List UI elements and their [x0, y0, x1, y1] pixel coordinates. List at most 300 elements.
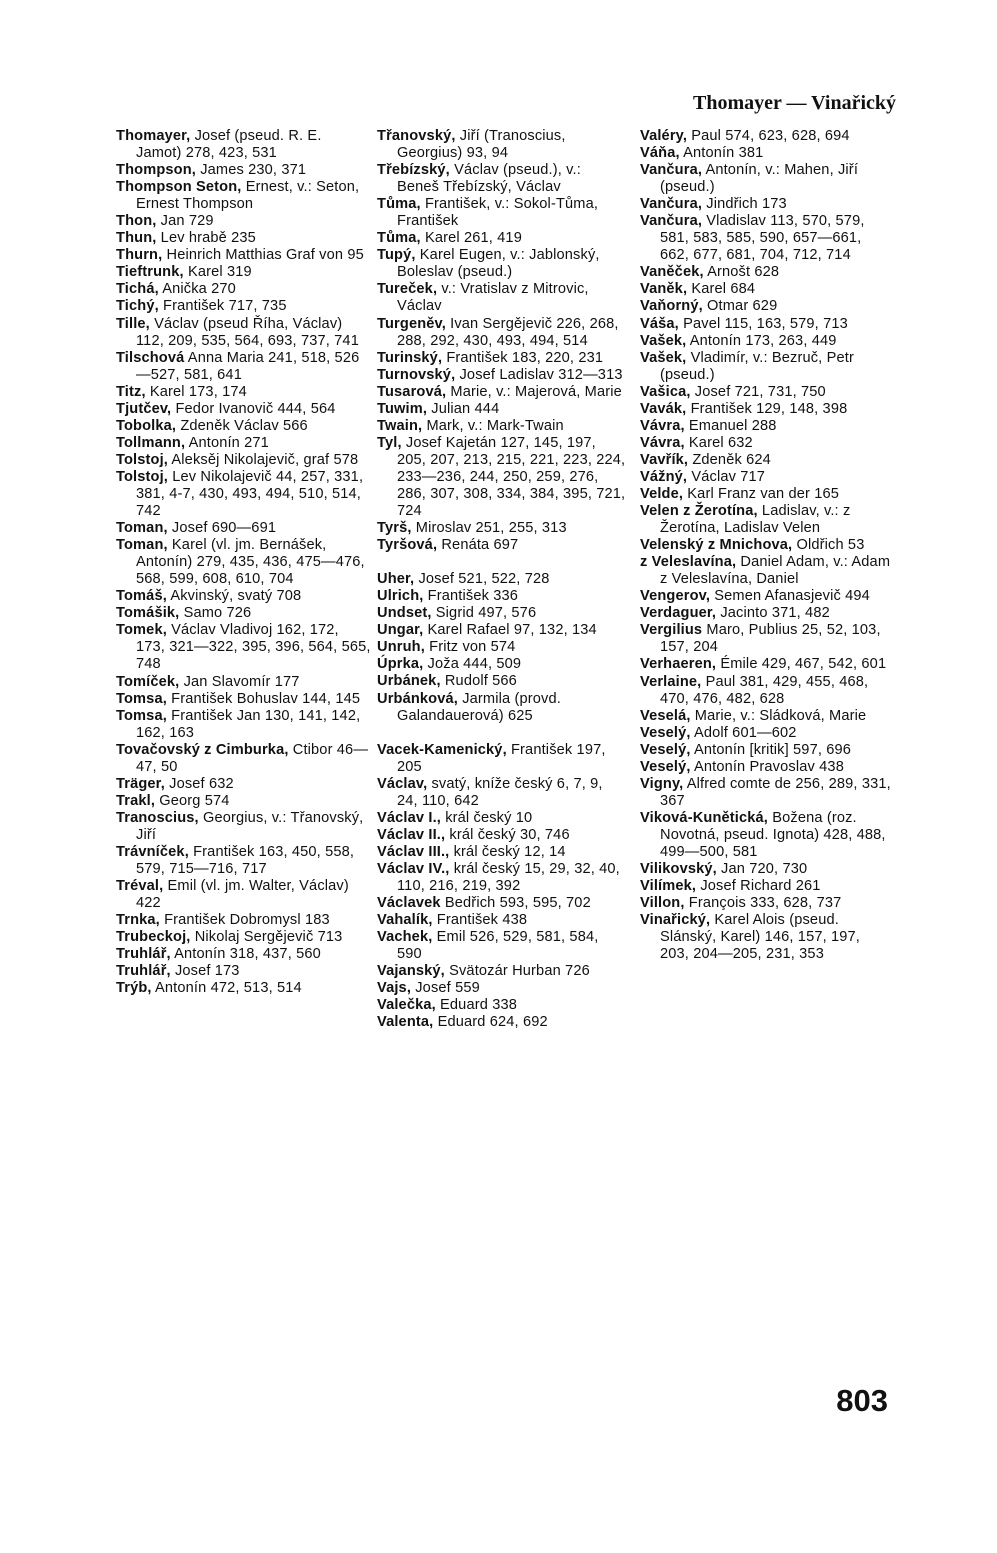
entry-text: Arnošt 628 [703, 264, 780, 281]
entry-headword: Tomáš, [116, 588, 167, 605]
entry-headword: Vigny, [640, 775, 684, 792]
index-entry [640, 605, 892, 622]
entry-headword: Tyrš, [377, 520, 412, 537]
entry-headword: Tichý, [116, 298, 159, 315]
index-entry [377, 929, 627, 963]
index-entry [116, 213, 371, 230]
index-entry [116, 264, 371, 281]
entry-headword: Vašek, [640, 332, 687, 349]
entry-headword: Tobolka, [116, 417, 177, 434]
entry-text: Václav (pseud.), v.: Beneš Třebízský, Václav [397, 162, 581, 196]
index-entry [640, 759, 892, 776]
index-entry [640, 418, 892, 435]
entry-text: Pavel 115, 163, 579, 713 [678, 315, 848, 332]
index-entry [640, 776, 892, 810]
entry-headword: Vaněk, [640, 281, 688, 298]
entry-text: Lev Nikolajevič 44, 257, 331, 381, 4-7, 430, 493, 494, 510, 514, 742 [136, 468, 364, 520]
index-entry [377, 895, 627, 912]
entry-headword: Tuwim, [377, 400, 428, 417]
entry-headword: Václav, [377, 775, 428, 792]
entry-headword: Vaněček, [640, 264, 704, 281]
entry-text: Václav 717 [687, 468, 766, 485]
index-entry [377, 656, 627, 673]
entry-headword: Václavek [377, 895, 441, 912]
entry-headword: z Veleslavína, [640, 554, 737, 571]
index-entry [640, 333, 892, 350]
entry-headword: Tyl, [377, 434, 402, 451]
entry-headword: Trávníček, [116, 843, 189, 860]
entry-text: Josef Kajetán 127, 145, 197, 205, 207, 213, 215, 221, 223, 224, 233—236, 244, 250, 259, 276, 286, 307, 308, 334, 384, 395, 721, 724 [397, 434, 626, 520]
entry-text: Adolf 601—602 [690, 724, 797, 741]
index-entry [377, 367, 627, 384]
entry-text: Antonín 173, 263, 449 [686, 332, 837, 349]
entry-headword: Václav II., [377, 826, 446, 843]
index-entry [116, 179, 371, 213]
index-entry [377, 435, 627, 520]
entry-headword: Vilikovský, [640, 861, 717, 878]
entry-headword: Trýb, [116, 980, 152, 997]
letter-gap [377, 554, 627, 571]
index-entry [377, 1014, 627, 1031]
entry-headword: Vajs, [377, 980, 412, 997]
entry-headword: Tomíček, [116, 673, 180, 690]
entry-text: Karel Eugen, v.: Jablonský, Boleslav (pseud.) [397, 247, 600, 281]
entry-text: král český 12, 14 [449, 843, 566, 860]
index-entry [116, 622, 371, 673]
entry-text: Renáta 697 [437, 537, 519, 554]
entry-text: Karel 684 [687, 281, 756, 298]
index-entry [377, 520, 627, 537]
index-column-3 [640, 128, 892, 963]
entry-text: François 333, 628, 737 [684, 895, 842, 912]
entry-headword: Veselá, [640, 707, 691, 724]
index-entry [640, 145, 892, 162]
page-number: 803 [836, 1383, 888, 1418]
entry-headword: Toman, [116, 537, 168, 554]
entry-text: Georgius, v.: Třanovský, Jiří [136, 809, 364, 843]
entry-text: král český 30, 746 [445, 826, 570, 843]
entry-text: Marie, v.: Majerová, Marie [446, 383, 622, 400]
entry-text: Božena (roz. Novotná, pseud. Ignota) 428, 488, 499—500, 581 [660, 809, 886, 860]
index-entry [640, 810, 892, 861]
entry-headword: Tjutčev, [116, 400, 172, 417]
entry-text: Jindřich 173 [702, 196, 787, 213]
index-entry [116, 605, 371, 622]
entry-headword: Undset, [377, 605, 432, 622]
index-entry [640, 316, 892, 333]
entry-text: Anička 270 [158, 281, 236, 298]
index-entry [116, 230, 371, 247]
entry-text: Samo 726 [179, 605, 252, 622]
index-entry [377, 691, 627, 725]
entry-text: Václav Vladivoj 162, 172, 173, 321—322, 395, 396, 564, 565, 748 [136, 622, 371, 673]
index-entry [116, 384, 371, 401]
entry-headword: Úprka, [377, 656, 424, 673]
entry-headword: Velenský z Mnichova, [640, 537, 793, 554]
entry-headword: Truhlář, [116, 963, 171, 980]
index-entry [116, 162, 371, 179]
entry-text: Karel Rafael 97, 132, 134 [423, 622, 597, 639]
index-entry [116, 247, 371, 264]
entry-text: v.: Vratislav z Mitrovic, Václav [397, 281, 589, 315]
entry-text: Eduard 624, 692 [433, 1014, 548, 1031]
index-entry [377, 673, 627, 690]
index-entry [116, 435, 371, 452]
entry-text: Paul 381, 429, 455, 468, 470, 476, 482, 628 [660, 673, 869, 707]
entry-text: Nikolaj Sergějevič 713 [190, 929, 343, 946]
entry-text: Josef 521, 522, 728 [414, 571, 550, 588]
entry-headword: Valečka, [377, 997, 436, 1014]
entry-text: Antonín 271 [185, 434, 269, 451]
index-entry [377, 384, 627, 401]
entry-text: František 438 [432, 912, 528, 929]
entry-text: Josef (pseud. R. E. Jamot) 278, 423, 531 [136, 128, 322, 162]
entry-headword: Titz, [116, 383, 146, 400]
letter-gap [377, 725, 627, 742]
entry-text: František Bohuslav 144, 145 [166, 690, 361, 707]
entry-headword: Tomsa, [116, 707, 167, 724]
index-entry [640, 435, 892, 452]
entry-headword: Václav I., [377, 809, 441, 826]
index-entry [377, 810, 627, 827]
index-entry [116, 316, 371, 350]
entry-headword: Villon, [640, 895, 685, 912]
index-entry [116, 588, 371, 605]
entry-text: Bedřich 593, 595, 702 [440, 895, 591, 912]
entry-text: Josef Ladislav 312—313 [455, 366, 623, 383]
entry-headword: Tomsa, [116, 690, 167, 707]
index-entry [377, 912, 627, 929]
entry-text: Aleksěj Nikolajevič, graf 578 [168, 451, 359, 468]
index-entry [116, 128, 371, 162]
entry-headword: Vašica, [640, 383, 691, 400]
entry-headword: Urbánková, [377, 690, 458, 707]
index-entry [116, 878, 371, 912]
entry-text: Josef 721, 731, 750 [690, 383, 826, 400]
entry-headword: Valenta, [377, 1014, 434, 1031]
entry-headword: Tomášik, [116, 605, 180, 622]
entry-text: Akvinský, svatý 708 [166, 588, 302, 605]
entry-headword: Thomayer, [116, 128, 191, 144]
entry-headword: Truhlář, [116, 946, 171, 963]
index-entry [640, 554, 892, 588]
index-entry [377, 844, 627, 861]
entry-headword: Verlaine, [640, 673, 702, 690]
entry-headword: Vengerov, [640, 588, 711, 605]
entry-headword: Thompson Seton, [116, 179, 242, 196]
entry-text: Alfred comte de 256, 289, 331, 367 [660, 775, 891, 809]
entry-text: Zdeněk Václav 566 [176, 417, 308, 434]
index-entry [640, 503, 892, 537]
entry-text: Emil 526, 529, 581, 584, 590 [397, 929, 599, 963]
index-entry [377, 401, 627, 418]
entry-headword: Tyršová, [377, 537, 438, 554]
entry-text: Fritz von 574 [424, 639, 516, 656]
entry-text: František 129, 148, 398 [686, 400, 848, 417]
entry-headword: Turgeněv, [377, 315, 446, 332]
index-entry [116, 708, 371, 742]
index-entry [640, 469, 892, 486]
entry-headword: Turnovský, [377, 366, 456, 383]
entry-headword: Třanovský, [377, 128, 456, 144]
index-entry [377, 162, 627, 196]
index-entry [640, 895, 892, 912]
entry-text: Ladislav, v.: z Žerotína, Ladislav Velen [660, 503, 851, 537]
entry-text: Otmar 629 [702, 298, 778, 315]
entry-headword: Vaňorný, [640, 298, 703, 315]
index-entry [116, 418, 371, 435]
entry-text: Antonín, v.: Mahen, Jiří (pseud.) [660, 162, 859, 196]
entry-headword: Tovačovský z Cimburka, [116, 741, 289, 758]
entry-text: František 336 [423, 588, 519, 605]
entry-headword: Tureček, [377, 281, 438, 298]
index-entry [116, 776, 371, 793]
index-entry [116, 912, 371, 929]
index-entry [377, 622, 627, 639]
index-entry [640, 264, 892, 281]
index-entry [377, 418, 627, 435]
entry-text: František 183, 220, 231 [442, 349, 604, 366]
index-entry [640, 384, 892, 401]
entry-text: František Jan 130, 141, 142, 162, 163 [136, 707, 361, 741]
index-entry [640, 912, 892, 963]
index-entry [640, 742, 892, 759]
index-entry [116, 793, 371, 810]
entry-headword: Tréval, [116, 878, 164, 895]
entry-text: František Dobromysl 183 [159, 912, 330, 929]
index-entry [377, 350, 627, 367]
index-entry [640, 281, 892, 298]
entry-headword: Vacek-Kamenický, [377, 741, 507, 758]
entry-headword: Vančura, [640, 162, 703, 179]
index-entry [116, 691, 371, 708]
entry-headword: Vávra, [640, 434, 685, 451]
index-entry [377, 827, 627, 844]
entry-text: Semen Afanasjevič 494 [710, 588, 870, 605]
entry-headword: Viková-Kunětická, [640, 809, 769, 826]
entry-headword: Vachek, [377, 929, 433, 946]
index-entry [116, 674, 371, 691]
entry-headword: Tolstoj, [116, 468, 168, 485]
index-entry [640, 656, 892, 673]
entry-text: Miroslav 251, 255, 313 [411, 520, 567, 537]
entry-text: Zdeněk 624 [688, 451, 771, 468]
entry-headword: Vančura, [640, 196, 703, 213]
entry-headword: Tollmann, [116, 434, 186, 451]
index-entry [377, 588, 627, 605]
entry-text: Jan 720, 730 [716, 861, 808, 878]
entry-headword: Verhaeren, [640, 656, 717, 673]
entry-text: Mark, v.: Mark-Twain [422, 417, 564, 434]
entry-headword: Ungar, [377, 622, 424, 639]
entry-headword: Verdaguer, [640, 605, 717, 622]
entry-headword: Vavřík, [640, 451, 689, 468]
entry-headword: Valéry, [640, 128, 688, 144]
entry-text: Karel (vl. jm. Bernášek, Antonín) 279, 435, 436, 475—476, 568, 599, 608, 610, 704 [136, 537, 365, 588]
entry-text: Karel Alois (pseud. Slánský, Karel) 146, 157, 197, 203, 204—205, 231, 353 [660, 912, 861, 963]
index-entry [640, 674, 892, 708]
entry-text: Karl Franz van der 165 [683, 485, 840, 502]
entry-text: Daniel Adam, v.: Adam z Veleslavína, Daniel [660, 554, 891, 588]
entry-headword: Tilschová [116, 349, 185, 366]
index-entry [116, 810, 371, 844]
index-entry [640, 452, 892, 469]
index-entry [640, 401, 892, 418]
entry-text: svatý, kníže český 6, 7, 9, 24, 110, 642 [397, 775, 603, 809]
entry-text: Eduard 338 [435, 997, 517, 1014]
entry-headword: Uher, [377, 571, 415, 588]
index-entry [377, 128, 627, 162]
entry-headword: Toman, [116, 520, 168, 537]
index-entry [377, 639, 627, 656]
index-entry [640, 213, 892, 264]
index-entry [640, 588, 892, 605]
entry-headword: Ulrich, [377, 588, 424, 605]
index-entry [377, 980, 627, 997]
index-entry [377, 997, 627, 1014]
entry-headword: Trubeckoj, [116, 929, 191, 946]
entry-headword: Tichá, [116, 281, 159, 298]
entry-headword: Vergilius [640, 622, 703, 639]
index-entry [377, 537, 627, 554]
entry-text: Svätozár Hurban 726 [444, 963, 590, 980]
index-entry [377, 230, 627, 247]
index-entry [377, 316, 627, 350]
entry-headword: Třebízský, [377, 162, 450, 179]
index-entry [377, 776, 627, 810]
running-header: Thomayer — Vinařický [693, 92, 896, 114]
entry-headword: Vavák, [640, 400, 687, 417]
index-entry [377, 281, 627, 315]
entry-text: král český 10 [440, 809, 533, 826]
index-entry [116, 980, 371, 997]
entry-text: Oldřich 53 [792, 537, 865, 554]
index-entry [116, 929, 371, 946]
entry-headword: Veselý, [640, 724, 691, 741]
index-column-2 [377, 128, 627, 1031]
index-entry [377, 196, 627, 230]
entry-text: Jarmila (provd. Galandauerová) 625 [397, 690, 561, 724]
entry-headword: Träger, [116, 775, 165, 792]
entry-text: Sigrid 497, 576 [431, 605, 537, 622]
entry-text: Georg 574 [155, 792, 230, 809]
entry-text: Rudolf 566 [440, 673, 517, 690]
entry-text: Marie, v.: Sládková, Marie [690, 707, 867, 724]
entry-headword: Tranoscius, [116, 809, 199, 826]
entry-text: Jan Slavomír 177 [179, 673, 300, 690]
index-entry [640, 196, 892, 213]
entry-headword: Váša, [640, 315, 679, 332]
entry-headword: Thompson, [116, 162, 196, 179]
entry-text: Emil (vl. jm. Walter, Václav) 422 [136, 878, 349, 912]
entry-headword: Tomek, [116, 622, 167, 639]
index-entry [640, 298, 892, 315]
index-entry [640, 537, 892, 554]
entry-text: Karel 319 [183, 264, 252, 281]
entry-headword: Velen z Žerotína, [640, 503, 758, 520]
index-entry [116, 946, 371, 963]
entry-text: František, v.: Sokol-Tůma, František [397, 196, 599, 230]
entry-headword: Velde, [640, 485, 684, 502]
entry-text: Antonín [kritik] 597, 696 [690, 741, 852, 758]
entry-text: Antonín 318, 437, 560 [170, 946, 321, 963]
entry-headword: Vilímek, [640, 878, 697, 895]
entry-text: František 717, 735 [158, 298, 287, 315]
entry-headword: Tůma, [377, 196, 421, 213]
entry-headword: Vahalík, [377, 912, 433, 929]
entry-headword: Vajanský, [377, 963, 445, 980]
entry-headword: Tolstoj, [116, 451, 168, 468]
entry-headword: Twain, [377, 417, 423, 434]
entry-headword: Váňa, [640, 145, 680, 162]
entry-headword: Thon, [116, 213, 157, 230]
entry-headword: Turinský, [377, 349, 443, 366]
entry-text: Emanuel 288 [684, 417, 777, 434]
entry-text: Josef 690—691 [167, 520, 277, 537]
index-entry [116, 963, 371, 980]
entry-text: Jacinto 371, 482 [716, 605, 830, 622]
index-entry [640, 162, 892, 196]
index-entry [640, 128, 892, 145]
entry-text: Antonín 472, 513, 514 [151, 980, 302, 997]
entry-headword: Vávra, [640, 417, 685, 434]
index-entry [116, 520, 371, 537]
index-entry [377, 605, 627, 622]
entry-headword: Trnka, [116, 912, 160, 929]
entry-headword: Tupý, [377, 247, 416, 264]
entry-headword: Thurn, [116, 247, 163, 264]
index-entry [116, 350, 371, 384]
index-entry [116, 742, 371, 776]
index-entry [377, 247, 627, 281]
entry-headword: Thun, [116, 230, 157, 247]
entry-text: Paul 574, 623, 628, 694 [687, 128, 850, 144]
index-entry [377, 963, 627, 980]
entry-headword: Veselý, [640, 741, 691, 758]
entry-text: Václav (pseud Říha, Václav) 112, 209, 535, 564, 693, 737, 741 [136, 315, 359, 349]
entry-headword: Vážný, [640, 468, 688, 485]
index-entry [640, 486, 892, 503]
index-entry [116, 281, 371, 298]
index-entry [640, 725, 892, 742]
index-entry [640, 350, 892, 384]
index-column-1 [116, 128, 371, 997]
entry-headword: Urbánek, [377, 673, 441, 690]
entry-text: Josef 559 [411, 980, 480, 997]
index-entry [116, 298, 371, 315]
index-entry [116, 844, 371, 878]
index-entry [377, 742, 627, 776]
index-entry [377, 861, 627, 895]
index-entry [640, 861, 892, 878]
entry-text: Émile 429, 467, 542, 601 [716, 656, 887, 673]
index-entry [116, 452, 371, 469]
index-entry [640, 708, 892, 725]
entry-text: Ivan Sergějevič 226, 268, 288, 292, 430, 493, 494, 514 [397, 315, 619, 349]
entry-text: Josef 632 [164, 775, 234, 792]
entry-text: Karel 261, 419 [420, 230, 522, 247]
entry-text: Antonín 381 [679, 145, 764, 162]
entry-headword: Unruh, [377, 639, 425, 656]
entry-text: Josef 173 [170, 963, 240, 980]
entry-headword: Veselý, [640, 758, 691, 775]
index-entry [116, 469, 371, 520]
entry-text: Julian 444 [427, 400, 500, 417]
entry-headword: Vančura, [640, 213, 703, 230]
entry-headword: Václav IV., [377, 860, 450, 877]
index-entry [377, 571, 627, 588]
entry-text: král český 15, 29, 32, 40, 110, 216, 219, 392 [397, 860, 620, 894]
